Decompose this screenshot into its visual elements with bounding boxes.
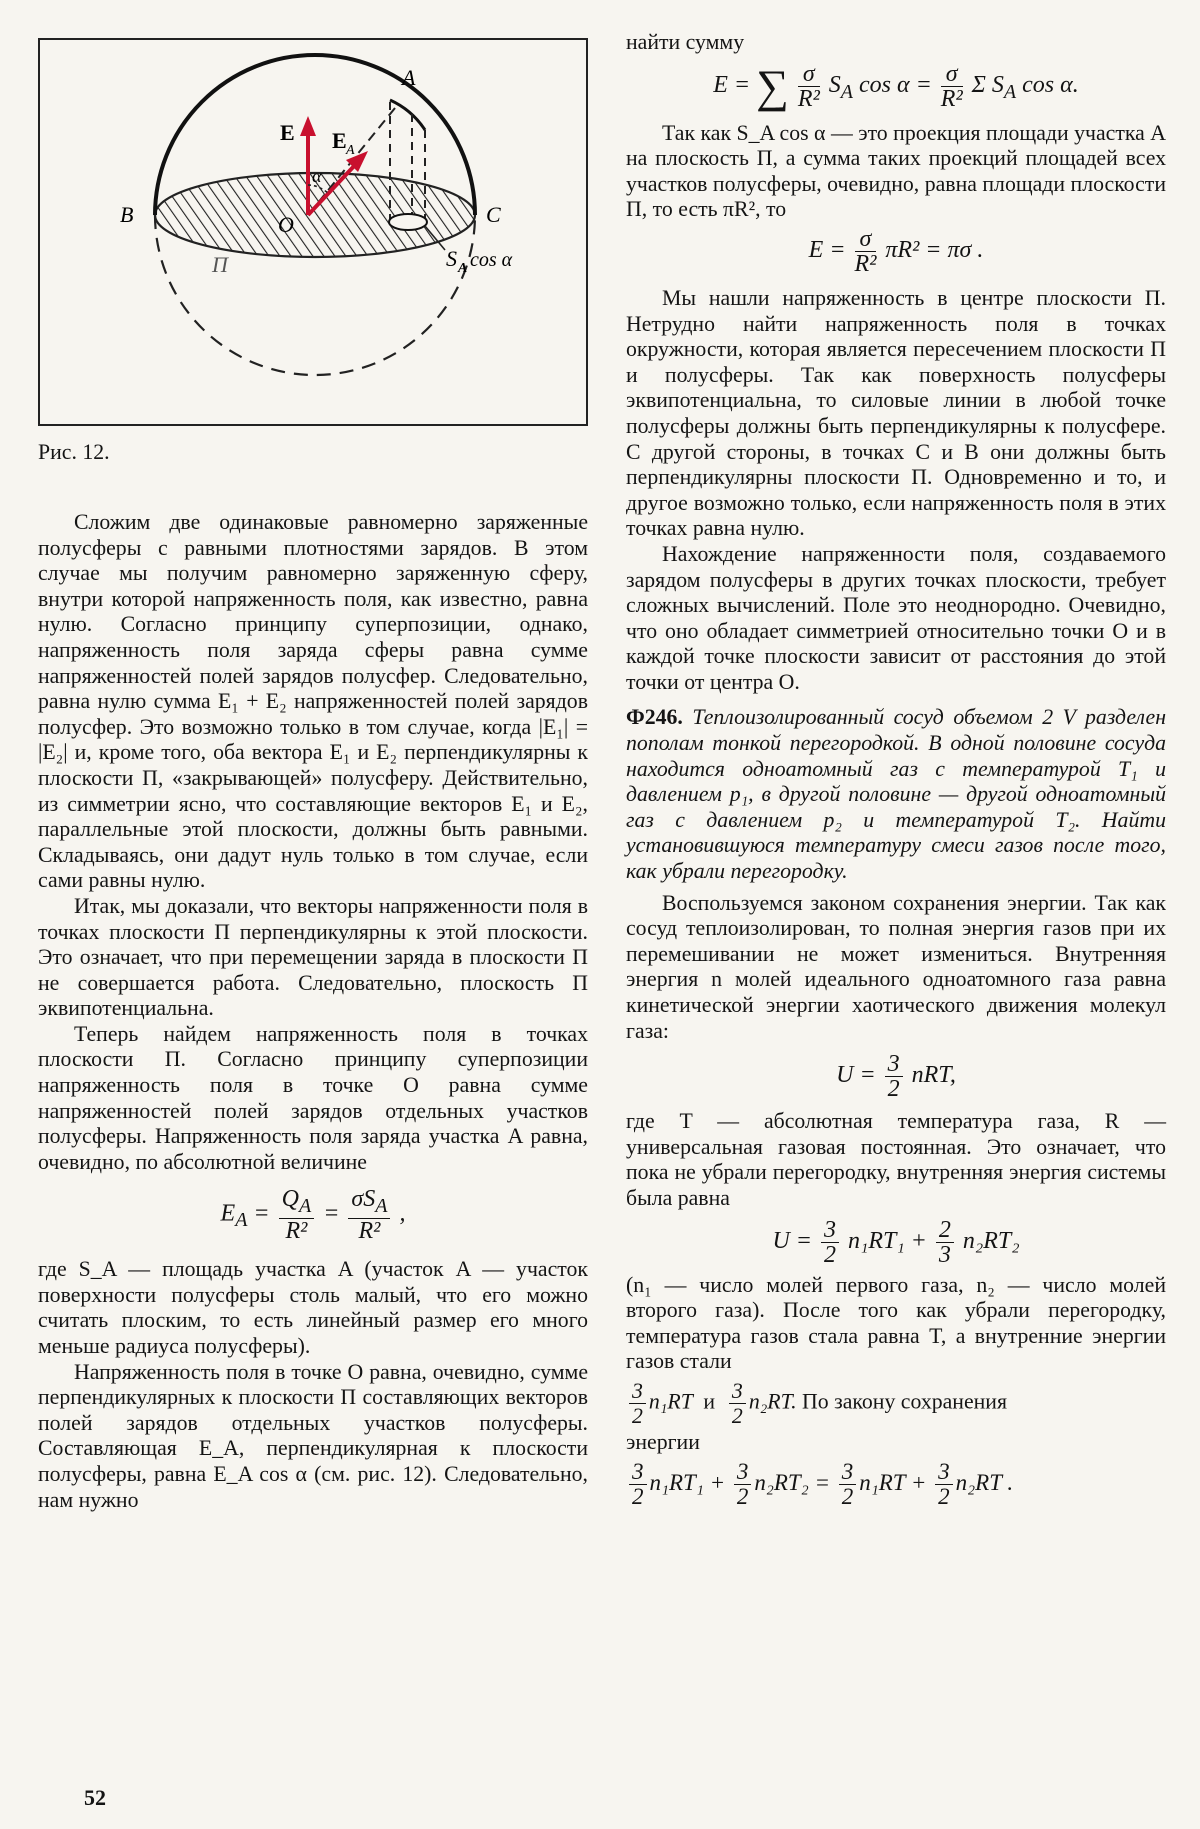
figure-12 bbox=[38, 38, 588, 426]
right-paragraph-2: Мы нашли напряженность в центре плоскости Π. Нетрудно найти напряженность поля в точках окружности, которая является пересечением плоскости Π и полусферы. Так как поверхность полусферы эквипотенциальна, то силовые линии в любой точке полусферы должны быть перпендикулярны к полусфере. С другой стороны, в точках C и B они должны быть перпендикулярны плоскости Π. Одновременно и то, и другое возможно только, если напряженность поля в этих точках равна нулю. bbox=[626, 285, 1166, 541]
patch-a bbox=[390, 100, 425, 130]
right-column bbox=[626, 30, 1166, 1509]
formula-energy-balance: $\frac{3}{2}$ n₁RT₁ + $\frac{3}{2}$ n₂RT₂ = $\frac{3}{2}$ n₁RT + $\frac{3}{2}$ n₂RT . bbox=[626, 1460, 1166, 1509]
right-paragraph-1: Так как S_A cos α — это проекция площади участка A на плоскость Π, а сумма таких проекций площадей всех участков полусферы, очевидно, равна площади плоскости Π, то есть πR², то bbox=[626, 120, 1166, 222]
right-paragraph-5: где T — абсолютная температура газа, R — универсальная газовая постоянная. Это означает, что пока не убрали перегородку, внутренняя энергия системы была равна bbox=[626, 1109, 1166, 1210]
label-b: B bbox=[120, 202, 134, 227]
figure-caption: Рис. 12. bbox=[38, 440, 110, 464]
fraction-sigma-s-r2: $\sigma S_A$ R² bbox=[348, 1187, 390, 1243]
label-o: O bbox=[278, 212, 294, 237]
right-paragraph-4: Воспользуемся законом сохранения энергии. Так как сосуд теплоизолирован, то полная энергия газов при их перемешивании не может измениться. Внутренняя энергия n молей идеального одноатомного газа равна кинетической энергии хаотического движения молекул газа: bbox=[626, 890, 1166, 1043]
right-paragraph-6: (n₁ — число молей первого газа, n₂ — число молей второго газа). После того как убрали перегородку, температура газов стала равна T, а внутренние энергии газов стали bbox=[626, 1272, 1166, 1374]
label-ea-sub: A bbox=[346, 143, 355, 158]
label-cos: cos α bbox=[470, 249, 513, 271]
left-paragraph-4: где S_A — площадь участка A (участок A — участок поверхности полусферы столь малый, что его можно считать плоским, то есть линейный размер его много меньше радиуса полусферы). bbox=[38, 1257, 588, 1359]
formula-sum: E = ∑ $\frac{\sigma}{\text{R²}}$ $S_A$ cos α = $\frac{\sigma}{\text{R²}}$ Σ $S_A$ cos α. bbox=[713, 60, 1079, 112]
right-paragraph-3: Нахождение напряженности поля, создаваемого зарядом полусферы в других точках плоскости, требует сложных вычислений. Поле это неоднородно. Очевидно, что оно обладает симметрией относительно точки O и в каждой точке плоскости зависит от расстояния до этой точки от центра O. bbox=[626, 541, 1166, 694]
left-paragraph-3: Теперь найдем напряженность поля в точках плоскости Π. Согласно принципу суперпозиции напряженность поля в точке O равна сумме напряженностей полей зарядов отдельных участков полусферы. Напряженность поля заряда участка A равна, очевидно, по абсолютной величине bbox=[38, 1021, 588, 1174]
right-intro: найти сумму bbox=[626, 30, 745, 54]
label-c: C bbox=[486, 202, 501, 227]
hemisphere-diagram bbox=[40, 40, 586, 424]
formula-u: U = $\frac{3}{2}$ nRT, bbox=[836, 1051, 956, 1103]
left-paragraph-2: Итак, мы доказали, что векторы напряженности поля в точках плоскости Π перпендикулярны к этой плоскости. Это означает, что при перемещении заряда в плоскости Π не совершается работа. Следовательно, плоскость Π эквипотенциальна. bbox=[38, 893, 588, 1021]
left-paragraph-1: Сложим две одинаковые равномерно заряженные полусферы с равными плотностями зарядов. В этом случае мы получим равномерно заряженную сферу, внутри которой напряженность поля, как известно, равна нулю. Согласно принципу суперпозиции, однако, напряженность поля заряда сферы равна сумме напряженностей полей зарядов полусфер. Следовательно, равна нулю сумма E₁ + E₂ напряженностей полей зарядов полусфер. Это возможно только в том случае, когда |E₁| = |E₂| и, кроме того, оба вектора E₁ и E₂ перпендикулярны к плоскости Π, «закрывающей» полусферу. Действительно, из симметрии ясно, что составляющие векторов E₁ и E₂, параллельные этой плоскости, должны быть равными. Складываясь, они дадут нуль только в том случае, если сами равны нулю. bbox=[38, 510, 588, 893]
page-number: 52 bbox=[84, 1785, 106, 1810]
label-pi: Π bbox=[212, 252, 228, 277]
formula-final-energies: $\frac{3}{2}$ n₁RT и $\frac{3}{2}$ n₂RT. По закону сохранения bbox=[626, 1379, 1166, 1428]
label-sa-sub: A bbox=[458, 261, 468, 276]
vector-e-arrowhead bbox=[300, 116, 316, 136]
fraction-q-r2: $\frac{Q_A}{\text{R²}}$ bbox=[279, 1187, 315, 1243]
label-ea: E bbox=[332, 128, 347, 153]
label-alpha: α bbox=[312, 166, 322, 186]
problem-f246: Ф246. Теплоизолированный сосуд объемом 2 V разделен пополам тонкой перегородкой. В одной половине сосуда находится одноатомный газ с температурой T₁ и давлением p₁, в другой половине — другой одноатомный газ с давлением p₂ и температурой T₂. Найти установившуюся температуру смеси газов после того, как убрали перегородку. bbox=[626, 705, 1167, 884]
formula-u-initial: U = $\frac{3}{2}$ n₁RT₁ + $\frac{2}{3}$ n₂RT₂ bbox=[772, 1216, 1020, 1268]
patch-projection bbox=[389, 214, 427, 230]
left-paragraph-5: Напряженность поля в точке O равна, очевидно, сумме перпендикулярных к плоскости Π составляющих векторов полей зарядов отдельных участков полусферы. Составляющая E_A, перпендикулярная к плоскости полусферы, равна E_A cos α (см. рис. 12). Следовательно, нам нужно bbox=[38, 1359, 588, 1512]
formula-ea: $E_A$ = $\frac{Q_A}{\text{R²}}$ = $\sigma S_A$ R² , bbox=[220, 1186, 406, 1245]
right-paragraph-7: энергии bbox=[626, 1429, 700, 1454]
label-a: A bbox=[402, 65, 416, 90]
formula-e-center: E = $\frac{\sigma}{\text{R²}}$ πR² = πσ . bbox=[808, 225, 984, 277]
label-e: E bbox=[280, 120, 295, 145]
label-sa: S bbox=[446, 246, 457, 271]
